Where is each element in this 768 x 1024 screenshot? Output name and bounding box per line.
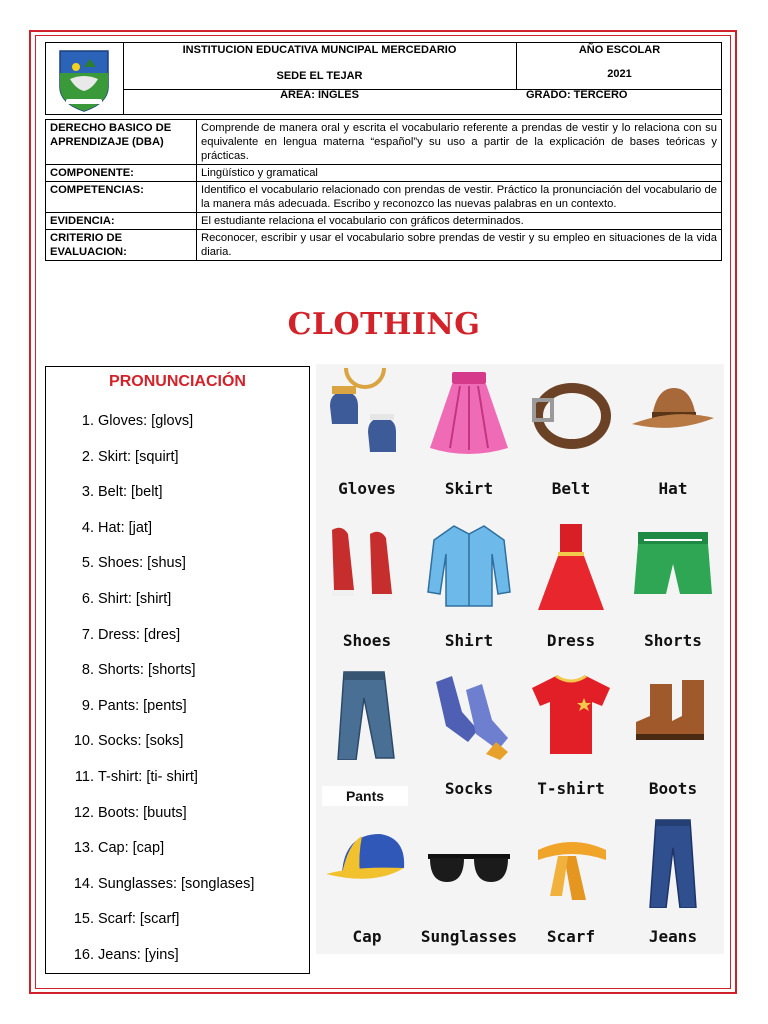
row-value: Reconocer, escribir y usar el vocabulario sobre prendas de vestir y su empleo en situaciones de la vida diaria. <box>197 230 722 261</box>
pronunciation-list <box>46 413 309 983</box>
school-logo <box>46 43 124 114</box>
school-year-value: 2021 <box>607 68 632 80</box>
item-number: 5. <box>81 555 94 572</box>
skirt-icon <box>426 368 512 460</box>
shoes-card <box>316 516 418 663</box>
list-item <box>46 911 309 947</box>
label-boots: Boots <box>648 779 698 798</box>
item-text: Cap: [cap] <box>98 840 165 857</box>
pants-icon <box>324 668 410 760</box>
school-shield-icon <box>46 43 123 114</box>
cap-icon <box>324 816 410 908</box>
item-number: 7. <box>81 626 94 643</box>
label-shirt: Shirt <box>444 631 494 650</box>
label-hat: Hat <box>658 479 688 498</box>
label-dress: Dress <box>546 631 596 650</box>
row-key: COMPETENCIAS: <box>46 182 197 213</box>
list-item <box>46 769 309 805</box>
shoes-icon <box>324 520 410 612</box>
list-item <box>46 413 309 449</box>
shorts-card <box>622 516 724 663</box>
pants-card <box>316 664 418 811</box>
belt-icon <box>528 368 614 460</box>
table-row <box>46 230 722 261</box>
item-number: 2. <box>81 448 94 465</box>
list-item <box>46 520 309 556</box>
item-text: Skirt: [squirt] <box>98 448 179 465</box>
tshirt-card <box>520 664 622 811</box>
header-table <box>45 42 722 115</box>
item-text: Boots: [buuts] <box>98 804 187 821</box>
row-value: Lingüístico y gramatical <box>197 165 722 182</box>
label-gloves: Gloves <box>338 479 396 498</box>
item-number: 3. <box>81 484 94 501</box>
item-text: Gloves: [glovs] <box>98 413 194 429</box>
table-row <box>46 165 722 182</box>
institution-name: INSTITUCION EDUCATIVA MUNCIPAL MERCEDARIO <box>182 44 457 56</box>
list-item <box>46 733 309 769</box>
item-number: 8. <box>81 662 94 679</box>
label-pants: Pants <box>322 786 408 806</box>
label-sunglasses: Sunglasses <box>420 927 518 946</box>
row-key: CRITERIO DE EVALUACION: <box>46 230 197 261</box>
dress-card <box>520 516 622 663</box>
list-item <box>46 591 309 627</box>
scarf-icon <box>528 816 614 908</box>
item-number: 16. <box>73 946 94 963</box>
item-text: Shoes: [shus] <box>98 555 186 572</box>
sunglasses-icon <box>426 816 512 908</box>
gloves-icon <box>324 368 410 460</box>
row-key: COMPONENTE: <box>46 165 197 182</box>
item-text: Belt: [belt] <box>98 484 163 501</box>
pronunciation-heading: PRONUNCIACIÓN <box>109 373 246 390</box>
item-number: 15. <box>73 911 94 928</box>
jeans-icon <box>630 816 716 908</box>
campus-name: SEDE EL TEJAR <box>276 70 363 82</box>
grade-label: GRADO: TERCERO <box>526 89 628 101</box>
row-value: El estudiante relaciona el vocabulario con gráficos determinados. <box>197 213 722 230</box>
list-item <box>46 449 309 485</box>
row-value: Comprende de manera oral y escrita el vocabulario referente a prendas de vestir y lo relaciona con su equivalente en lengua materna “español”y su uso a partir de la explicación de bases teóricas y prácticas. <box>197 120 722 165</box>
label-socks: Socks <box>444 779 494 798</box>
sunglasses-card <box>418 812 520 959</box>
cap-card <box>316 812 418 959</box>
tshirt-icon <box>528 668 614 760</box>
label-cap: Cap <box>352 927 382 946</box>
label-skirt: Skirt <box>444 479 494 498</box>
clothing-picture-grid <box>316 364 724 954</box>
list-item <box>46 698 309 734</box>
hat-card <box>622 364 724 511</box>
dress-icon <box>528 520 614 612</box>
item-text: Scarf: [scarf] <box>98 911 180 928</box>
socks-icon <box>426 668 512 760</box>
list-item <box>46 876 309 912</box>
shirt-card <box>418 516 520 663</box>
area-label: AREA: INGLES <box>280 89 359 101</box>
item-text: Socks: [soks] <box>98 733 184 750</box>
boots-card <box>622 664 724 811</box>
item-text: Shorts: [shorts] <box>98 662 196 679</box>
item-text: Shirt: [shirt] <box>98 590 172 607</box>
boots-icon <box>630 668 716 760</box>
item-number: 9. <box>81 697 94 714</box>
table-row <box>46 182 722 213</box>
label-jeans: Jeans <box>648 927 698 946</box>
label-shoes: Shoes <box>342 631 392 650</box>
label-tshirt: T-shirt <box>537 779 605 798</box>
item-number: 13. <box>73 840 94 857</box>
row-key: DERECHO BASICO DE APRENDIZAJE (DBA) <box>46 120 197 165</box>
list-item <box>46 805 309 841</box>
hat-icon <box>630 368 716 460</box>
label-shorts: Shorts <box>644 631 702 650</box>
shorts-icon <box>630 520 716 612</box>
list-item <box>46 484 309 520</box>
row-value: Identifico el vocabulario relacionado con prendas de vestir. Práctico la pronunciación del vocabulario de la manera más adecuada. Escribo y reconozco las nuevas palabras en un contexto. <box>197 182 722 213</box>
item-text: Dress: [dres] <box>98 626 181 643</box>
item-text: Hat: [jat] <box>98 519 152 536</box>
list-item <box>46 840 309 876</box>
item-number: 11. <box>74 768 94 785</box>
list-item <box>46 662 309 698</box>
school-year-label: AÑO ESCOLAR <box>578 44 661 56</box>
item-number: 1. <box>81 413 94 429</box>
row-key: EVIDENCIA: <box>46 213 197 230</box>
item-text: Pants: [pents] <box>98 697 187 714</box>
item-number: 4. <box>81 519 94 536</box>
gloves-card <box>316 364 418 511</box>
list-item <box>46 555 309 591</box>
item-text: Jeans: [yins] <box>98 946 179 963</box>
item-number: 14. <box>73 875 94 892</box>
label-belt: Belt <box>551 479 591 498</box>
item-number: 10. <box>73 733 94 750</box>
belt-card <box>520 364 622 511</box>
page-title: CLOTHING <box>287 307 481 342</box>
list-item <box>46 947 309 983</box>
item-text: T-shirt: [ti- shirt] <box>98 768 198 785</box>
list-item <box>46 627 309 663</box>
skirt-card <box>418 364 520 511</box>
item-text: Sunglasses: [songlases] <box>98 875 255 892</box>
jeans-card <box>622 812 724 959</box>
pronunciation-box <box>45 366 310 974</box>
shirt-icon <box>426 520 512 612</box>
item-number: 6. <box>81 590 94 607</box>
learning-info-table <box>45 119 722 261</box>
table-row <box>46 120 722 165</box>
scarf-card <box>520 812 622 959</box>
table-row <box>46 213 722 230</box>
label-scarf: Scarf <box>546 927 596 946</box>
item-number: 12. <box>73 804 94 821</box>
socks-card <box>418 664 520 811</box>
